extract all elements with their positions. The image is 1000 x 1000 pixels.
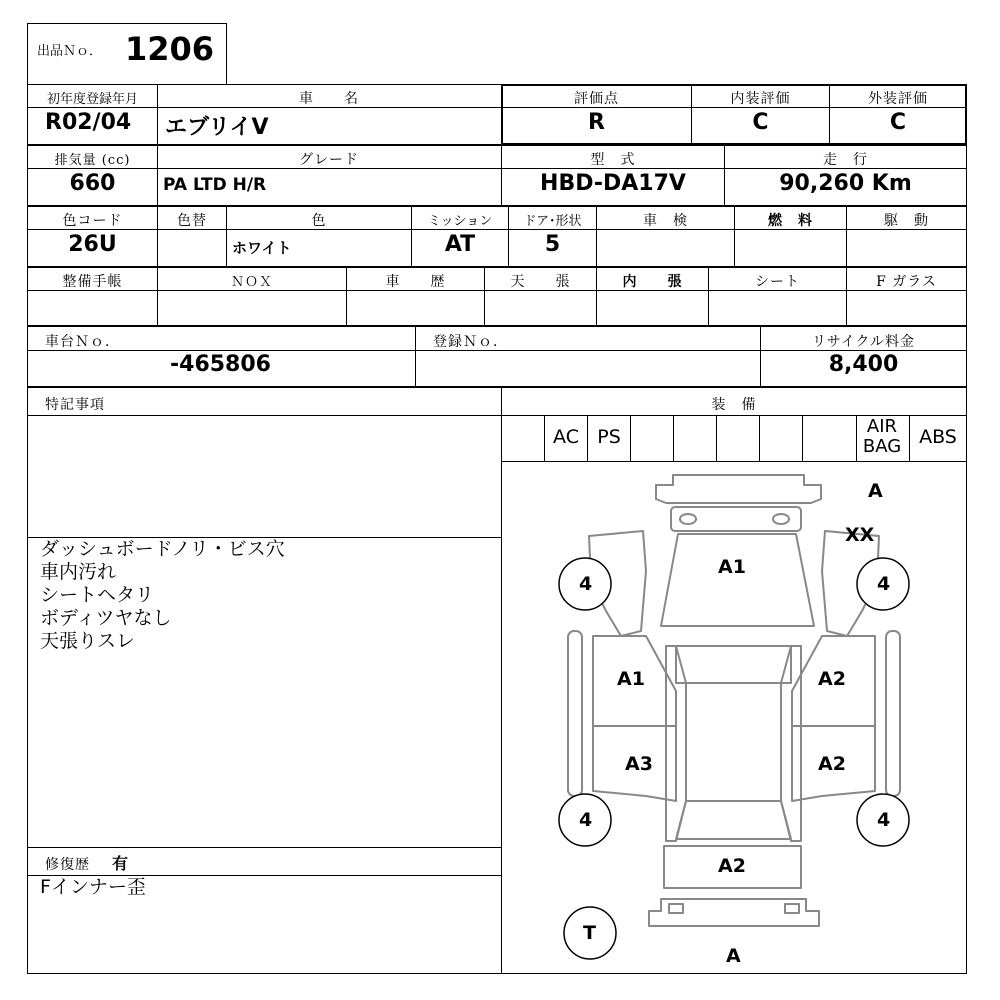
inspection-label: 車 検: [643, 213, 688, 229]
displacement-value: 660: [69, 171, 116, 196]
door-value: 5: [544, 232, 561, 257]
mark-right-rear: A2: [818, 753, 846, 775]
note-item: 天張りスレ: [40, 630, 136, 652]
chassis-value: -465806: [170, 352, 271, 377]
equipment-abs: ABS: [919, 426, 957, 448]
equipment-airbag: AIR BAG: [862, 416, 902, 457]
equipment-ps: PS: [597, 426, 621, 448]
recycle-value: 8,400: [828, 352, 899, 377]
mark-left-rear: A3: [625, 753, 653, 775]
lot-number: 1206: [125, 30, 215, 68]
car-diagram: [501, 461, 967, 974]
mark-rear-panel: A2: [718, 855, 746, 877]
mileage-value: 90,260 Km: [779, 171, 912, 196]
note-item: ダッシュボードノリ・ビス穴: [40, 538, 285, 560]
score-value: R: [588, 110, 605, 135]
exterior-label: 外装評価: [868, 91, 928, 107]
notes-label: 特記事項: [45, 397, 105, 413]
mark-front-right-corner: XX: [845, 524, 875, 546]
mark-windshield: A1: [718, 556, 746, 578]
roof-label: 天 張: [510, 274, 571, 290]
displacement-label: 排気量 (cc): [54, 153, 131, 168]
lot-number-label: 出品Ｎｏ．: [37, 44, 103, 59]
repaint-label: 色替: [177, 213, 207, 229]
spare-mark: T: [583, 922, 596, 944]
tire-mark-rl: 4: [579, 809, 593, 831]
repair-value: 有: [112, 854, 129, 873]
car-name-value: エブリイV: [165, 115, 269, 140]
mission-value: AT: [444, 232, 476, 257]
mark-right-front: A2: [818, 668, 846, 690]
first-reg-label: 初年度登録年月: [46, 92, 138, 107]
door-label: ドア･形状: [523, 214, 582, 229]
interior-label: 内装評価: [730, 91, 791, 107]
exterior-value: C: [889, 110, 907, 135]
mark-left-front: A1: [617, 668, 645, 690]
note-item: ボディツヤなし: [40, 607, 172, 629]
reg-label: 登録Ｎｏ．: [433, 334, 508, 350]
interior-value: C: [752, 110, 769, 135]
tire-mark-fr: 4: [877, 573, 891, 595]
note-item: 車内汚れ: [40, 561, 117, 583]
interior-trim-label: 内 張: [622, 274, 683, 290]
equipment-label: 装 備: [711, 397, 757, 413]
car-name-label: 車 名: [299, 91, 359, 107]
mission-label: ミッション: [427, 214, 493, 229]
drive-label: 駆 動: [884, 213, 929, 229]
tire-mark-rr: 4: [877, 809, 891, 831]
color-label: 色: [311, 213, 327, 229]
history-label: 車 歴: [385, 274, 446, 290]
chassis-label: 車台Ｎｏ．: [45, 334, 120, 350]
seat-label: シート: [755, 274, 800, 290]
mileage-label: 走 行: [823, 152, 868, 168]
grade-value: PA LTD H/R: [163, 175, 267, 195]
model-label: 型 式: [590, 152, 636, 168]
color-code-label: 色コード: [62, 213, 123, 229]
fglass-label: F ガラス: [876, 274, 937, 290]
nox-label: ＮＯＸ: [230, 275, 273, 290]
mark-rear: A: [726, 945, 741, 967]
first-reg-value: R02/04: [45, 110, 132, 135]
tire-mark-fl: 4: [579, 573, 593, 595]
model-value: HBD-DA17V: [540, 171, 686, 196]
mark-front: A: [868, 480, 883, 502]
equipment-ac: AC: [553, 426, 579, 448]
recycle-label: リサイクル料金: [811, 334, 916, 350]
color-code-value: 26U: [68, 232, 117, 257]
note-item: シートヘタリ: [40, 584, 155, 606]
grade-label: グレード: [299, 152, 359, 168]
repair-note: Fインナー歪: [40, 876, 146, 898]
repair-label: 修復歴: [45, 857, 90, 873]
fuel-label: 燃 料: [768, 213, 813, 229]
maintenance-label: 整備手帳: [62, 274, 123, 290]
score-label: 評価点: [574, 91, 619, 107]
color-value: ホワイト: [232, 239, 292, 257]
